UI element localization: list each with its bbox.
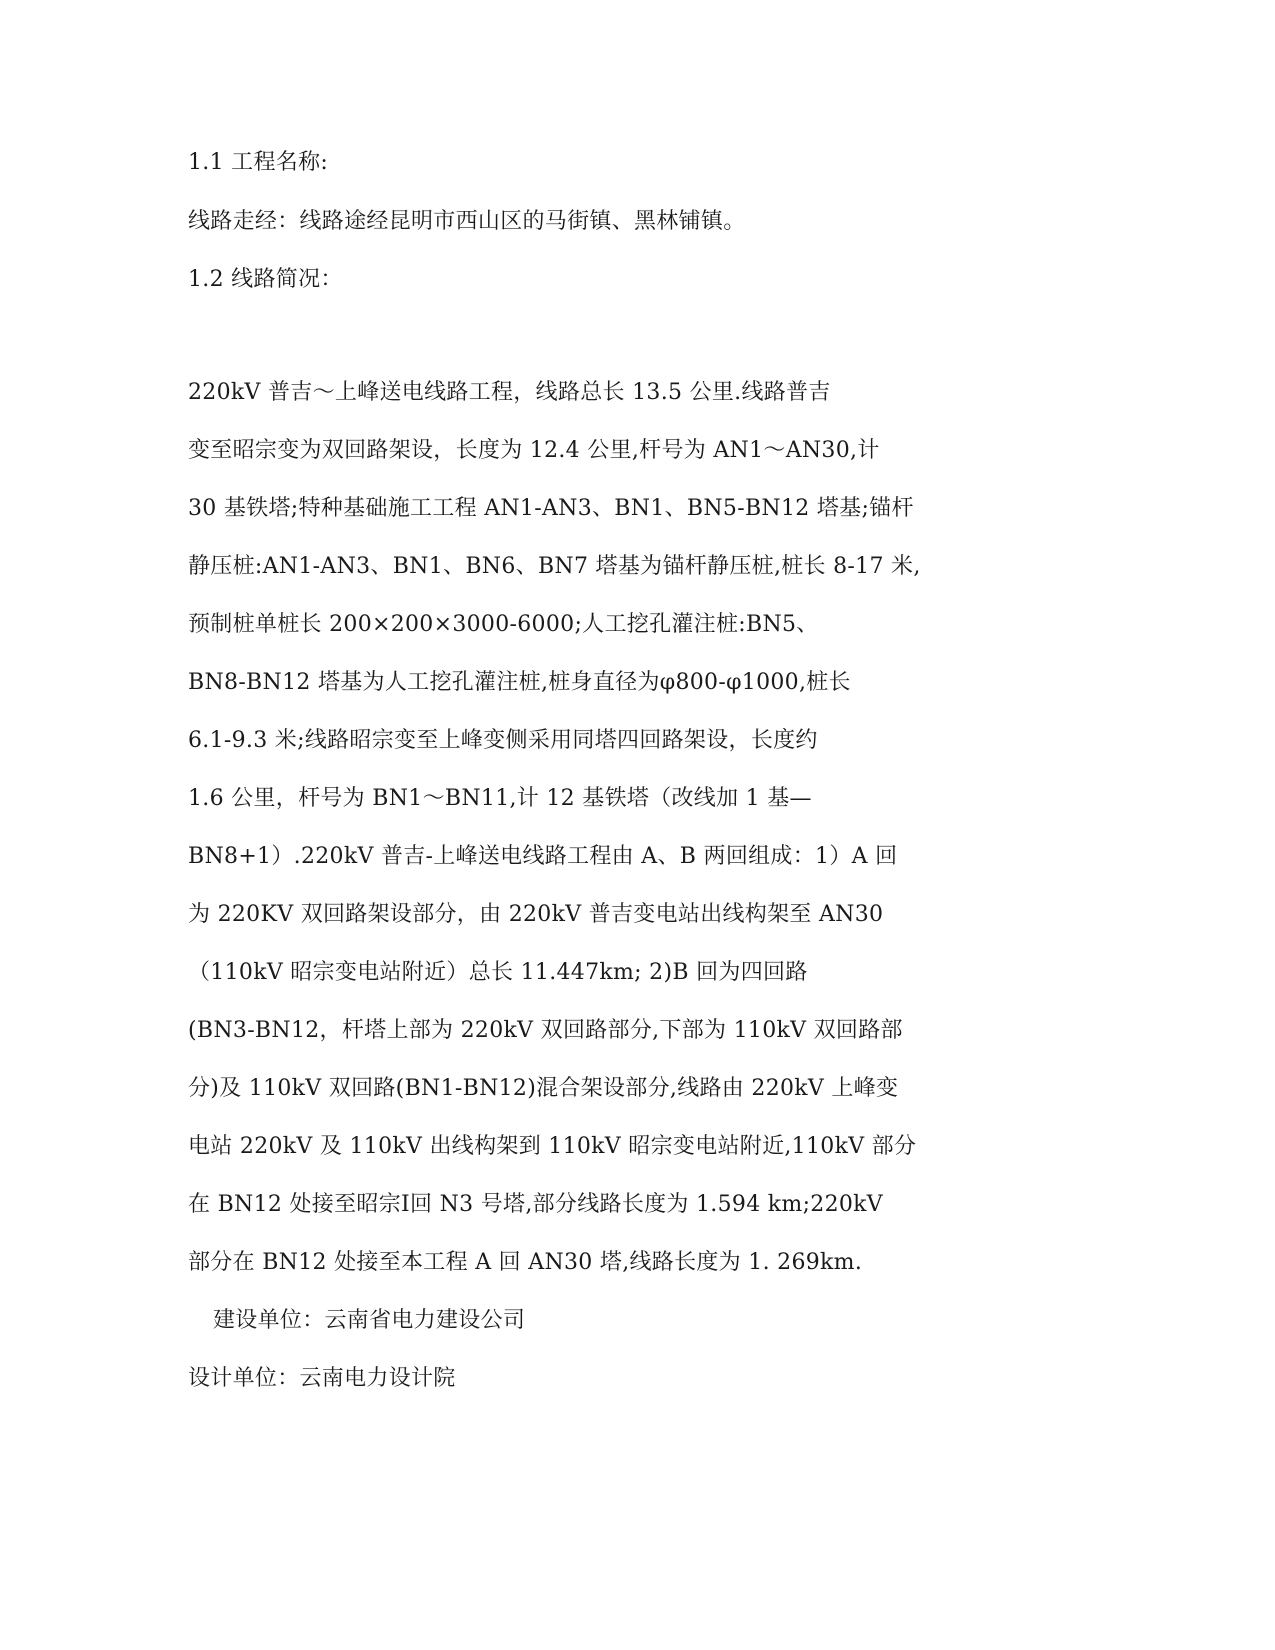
- body-line: 分)及 110kV 双回路(BN1-BN12)混合架设部分,线路由 220kV 上峰变: [188, 1076, 899, 1101]
- section-1-1-heading: 1.1 工程名称:: [188, 150, 329, 175]
- body-line: 6.1-9.3 米;线路昭宗变至上峰变侧采用同塔四回路架设，长度约: [188, 728, 818, 753]
- body-line: 静压桩:AN1-AN3、BN1、BN6、BN7 塔基为锚杆静压桩,桩长 8-17 米,: [188, 554, 921, 579]
- body-line: （110kV 昭宗变电站附近）总长 11.447km; 2)B 回为四回路: [188, 960, 808, 985]
- body-line: 30 基铁塔;特种基础施工工程 AN1-AN3、BN1、BN5-BN12 塔基;锚杆: [188, 496, 914, 521]
- body-line: 在 BN12 处接至昭宗Ⅰ回 N3 号塔,部分线路长度为 1.594 km;220kV: [188, 1192, 883, 1217]
- body-line: 电站 220kV 及 110kV 出线构架到 110kV 昭宗变电站附近,110kV 部分: [188, 1134, 917, 1159]
- body-line: BN8-BN12 塔基为人工挖孔灌注桩,桩身直径为φ800-φ1000,桩长: [188, 670, 851, 695]
- body-line: 预制桩单桩长 200×200×3000-6000;人工挖孔灌注桩:BN5、: [188, 612, 819, 637]
- construction-unit: 建设单位：云南省电力建设公司: [213, 1308, 526, 1333]
- section-1-2-heading: 1.2 线路简况：: [188, 267, 343, 292]
- body-line: 220kV 普吉～上峰送电线路工程，线路总长 13.5 公里.线路普吉: [188, 380, 831, 405]
- design-unit: 设计单位：云南电力设计院: [188, 1366, 456, 1391]
- body-line: 部分在 BN12 处接至本工程 A 回 AN30 塔,线路长度为 1. 269km.: [188, 1250, 863, 1275]
- body-line: BN8+1）.220kV 普吉-上峰送电线路工程由 A、B 两回组成：1）A 回: [188, 844, 898, 869]
- body-line: (BN3-BN12，杆塔上部为 220kV 双回路部分,下部为 110kV 双回路部: [188, 1018, 903, 1043]
- body-line: 为 220KV 双回路架设部分，由 220kV 普吉变电站出线构架至 AN30: [188, 902, 884, 927]
- route-line: 线路走经：线路途经昆明市西山区的马街镇、黑林铺镇。: [188, 209, 746, 234]
- body-line: 变至昭宗变为双回路架设，长度为 12.4 公里,杆号为 AN1～AN30,计: [188, 438, 880, 463]
- body-line: 1.6 公里，杆号为 BN1～BN11,计 12 基铁塔（改线加 1 基—: [188, 786, 812, 811]
